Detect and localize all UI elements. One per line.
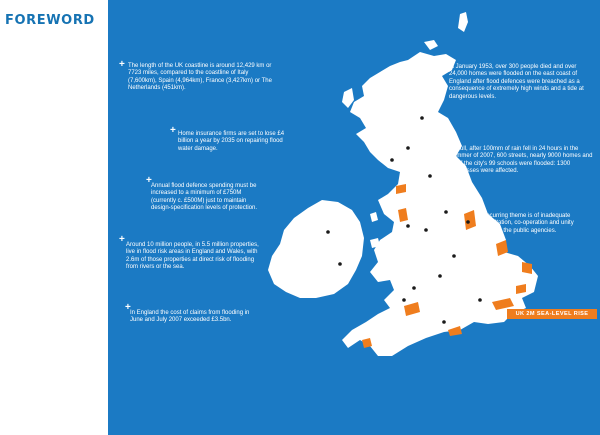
fact-recurring-theme: A recurring theme is of inadequate consultation, co-operation and unity between the public agencies.	[479, 213, 574, 234]
city-dot	[412, 286, 416, 290]
fact-january-1953: In January 1953, over 300 people died and over 24,000 homes were flooded on the east coast of England after flood defences were breached as a consequence of extremely high winds and a tide at dangerous levels.	[449, 64, 584, 100]
hebrides-shape	[342, 88, 354, 108]
fact-coastline: The length of the UK coastline is around 12,429 km or 7723 miles, compared to the coastline of Italy (7,600km), Spain (4,964km), France (3,427km) or The Netherlands (451km).	[128, 63, 272, 92]
plus-icon: +	[170, 125, 176, 136]
plus-icon: +	[125, 302, 131, 313]
city-dot	[428, 174, 432, 178]
city-dot	[326, 230, 330, 234]
isle-of-man-shape	[370, 212, 378, 222]
ireland-shape	[268, 200, 364, 298]
city-dot	[406, 146, 410, 150]
plus-icon: +	[442, 135, 448, 146]
risk-area-norfolk	[522, 262, 532, 274]
fact-defence-spending: Annual flood defence spending must be increased to a minimum of £750M (currently c. £500M) just to maintain design-specification levels of protection.	[151, 183, 258, 212]
page-title: FOREWORD	[5, 13, 95, 28]
city-dot	[466, 220, 470, 224]
city-dot	[452, 254, 456, 258]
city-dot	[406, 224, 410, 228]
city-dot	[478, 298, 482, 302]
shetland-shape	[458, 12, 468, 32]
city-dot	[442, 320, 446, 324]
orkney-shape	[424, 40, 438, 50]
city-dot	[402, 298, 406, 302]
fact-hull-rainfall: In Hull, after 100mm of rain fell in 24 hours in the Summer of 2007, 600 streets, nearly 9000 homes and 91 of the city's 99 schools were flooded: 1300 businesses were affected.	[449, 146, 593, 175]
city-dot	[420, 116, 424, 120]
city-dot	[424, 228, 428, 232]
fact-properties: Around 10 million people, in 5.5 million properties, live in flood risk areas in England and Wales, with 2.6m of those properties at direct risk of flooding from rivers or the sea.	[126, 242, 259, 271]
fact-summer-2007: In England the cost of claims from flooding in June and July 2007 exceeded £3.5bn.	[130, 310, 250, 324]
plus-icon: +	[119, 234, 125, 245]
fact-insurance: Home insurance firms are set to lose £4 billion a year by 2035 on repairing flood water damage.	[178, 131, 285, 152]
city-dot	[444, 210, 448, 214]
plus-icon: +	[119, 59, 125, 70]
foreword-column	[0, 0, 108, 435]
plus-icon: +	[473, 204, 479, 215]
city-dot	[338, 262, 342, 266]
city-dot	[390, 158, 394, 162]
plus-icon: +	[146, 175, 152, 186]
facts-panel	[108, 0, 600, 435]
city-dot	[438, 274, 442, 278]
sea-level-rise-badge: UK 2M SEA-LEVEL RISE	[507, 309, 597, 319]
plus-icon: +	[442, 59, 448, 70]
